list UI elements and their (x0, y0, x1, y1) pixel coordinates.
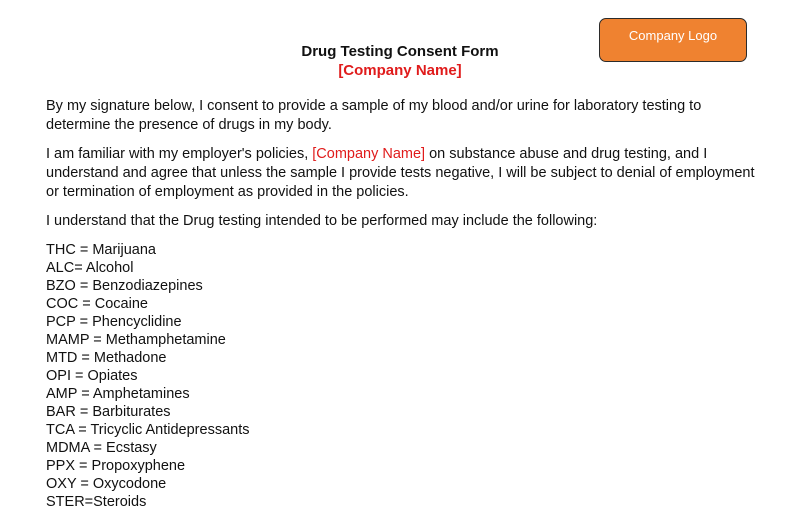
consent-body (46, 97, 766, 511)
drug-item: COC = Cocaine (46, 296, 148, 312)
drug-item: MDMA = Ecstasy (46, 440, 157, 456)
drug-item: STER=Steroids (46, 494, 147, 510)
company-name-heading: [Company Name] (338, 62, 462, 79)
consent-paragraph-1: By my signature below, I consent to provide a sample of my blood and/or urine for laboratory testing to determine the presence of drugs in my body. (46, 98, 702, 133)
drug-item: ALC= Alcohol (46, 260, 134, 276)
drug-item: OXY = Oxycodone (46, 476, 167, 492)
drug-item: TCA = Tricyclic Antidepressants (46, 422, 250, 438)
drug-item: OPI = Opiates (46, 368, 138, 384)
drug-item: MAMP = Methamphetamine (46, 332, 226, 348)
drug-item: MTD = Methadone (46, 350, 167, 366)
paragraph-2-start: I am familiar with my employer's policies, (46, 146, 313, 162)
form-title: Drug Testing Consent Form (301, 43, 499, 60)
drug-item: THC = Marijuana (46, 242, 156, 258)
paragraph-2-end: on substance abuse and drug testing, and I understand and agree that unless the sample I provide tests negative, I will be subject to denial of employment or termination of employment as provided in the policies. (46, 146, 755, 200)
company-logo-label: Company Logo (628, 28, 718, 43)
drug-item: BZO = Benzodiazepines (46, 278, 203, 294)
form-header (0, 42, 794, 80)
drug-item: PPX = Propoxyphene (46, 458, 186, 474)
consent-paragraph-2 (46, 145, 766, 202)
drug-list (46, 241, 766, 511)
drug-item: PCP = Phencyclidine (46, 314, 182, 330)
drug-item: BAR = Barbiturates (46, 404, 171, 420)
drug-item: AMP = Amphetamines (46, 386, 190, 402)
company-name-inline: [Company Name] (312, 146, 426, 162)
consent-paragraph-3: I understand that the Drug testing intended to be performed may include the following: (46, 213, 598, 229)
